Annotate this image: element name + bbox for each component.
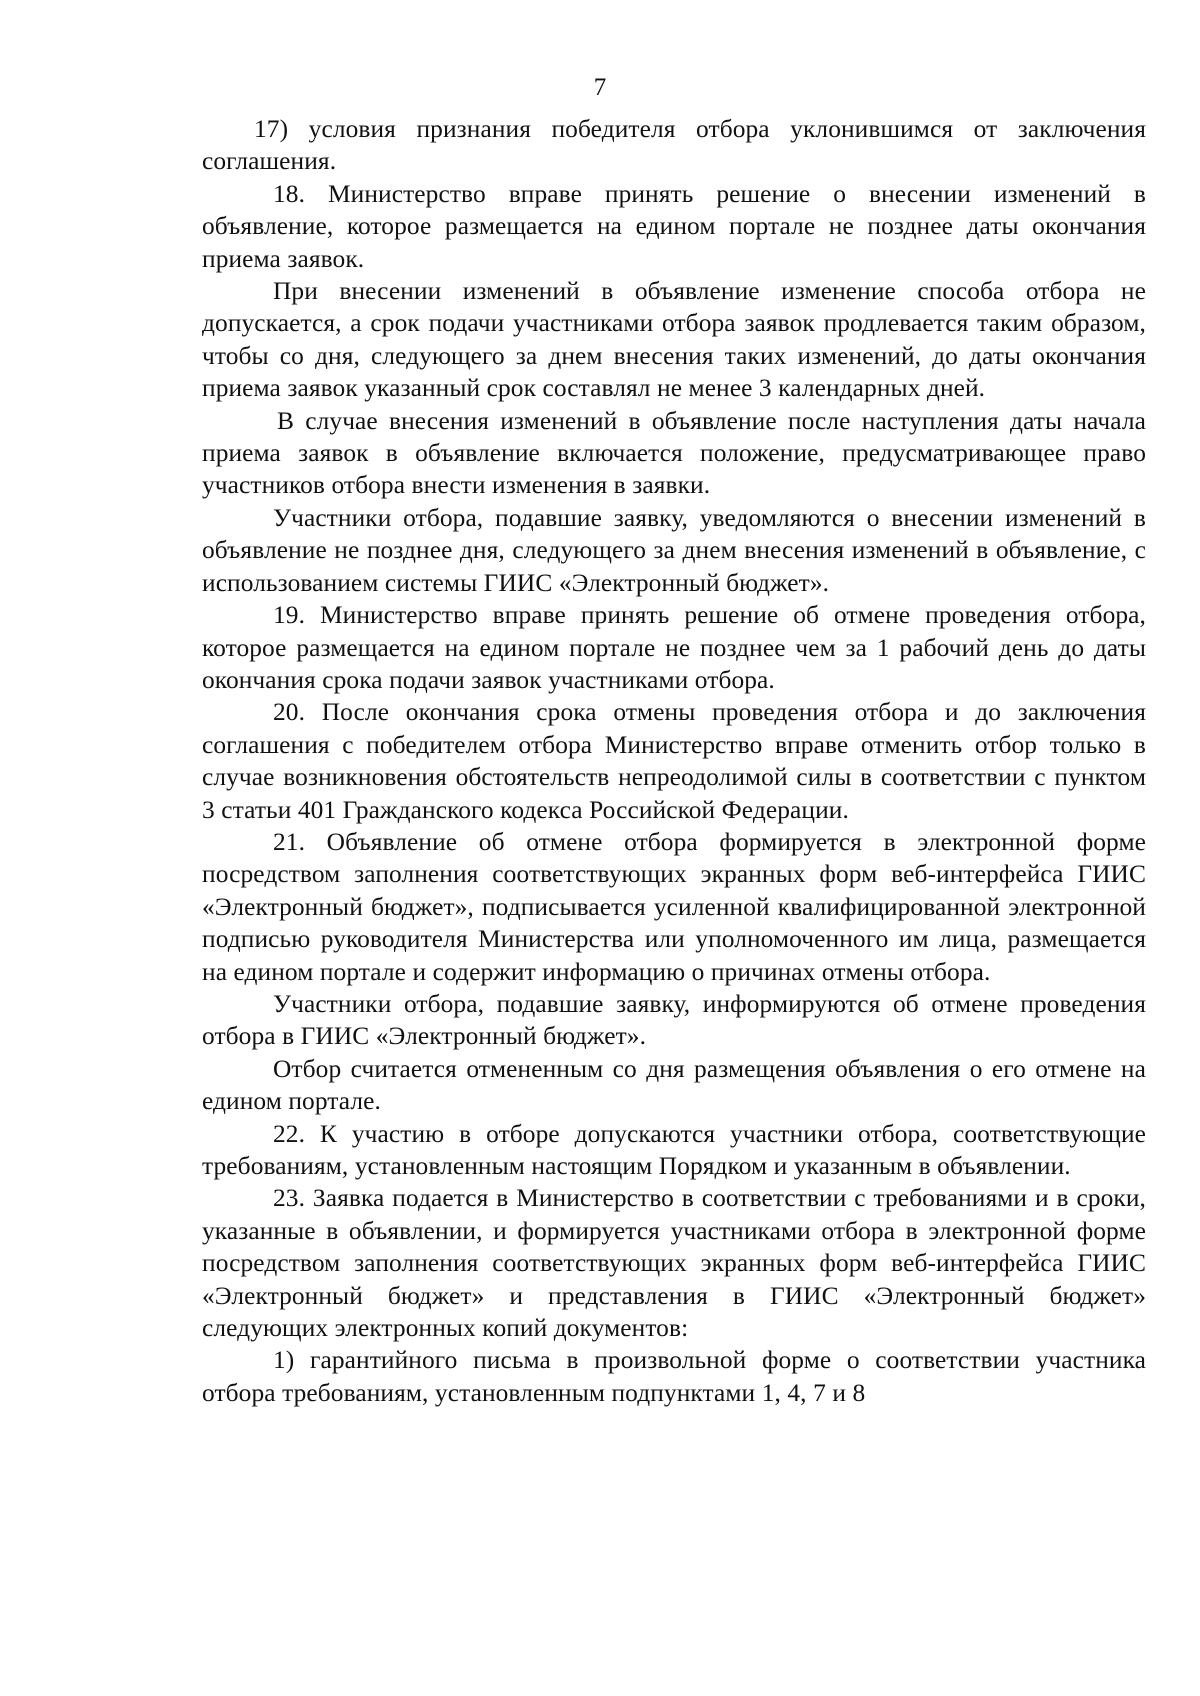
paragraph-23: 23. Заявка подается в Министерство в соответствии с требованиями и в сроки, указанные в объявлении, и формируется участниками отбора в электронной форме посредством заполнения соответствующих экранных форм веб-интерфейса ГИИС «Электронный бюджет» и представления в ГИИС «Электронный бюджет» следующих электронных копий документов:	[202, 1184, 1146, 1343]
paragraph-18-notification: Участники отбора, подавшие заявку, уведомляются о внесении изменений в объявление не позднее дня, следующего за днем внесения изменений в объявление, с использованием системы ГИИС «Электронный бюджет».	[202, 503, 1146, 597]
paragraph-18: 18. Министерство вправе принять решение о внесении изменений в объявление, которое размещается на едином портале не позднее даты окончания приема заявок.	[202, 179, 1146, 273]
paragraph-18-changes: При внесении изменений в объявление изменение способа отбора не допускается, а срок подачи участниками отбора заявок продлевается таким образом, чтобы со дня, следующего за днем внесения таких изменений, до даты окончания приема заявок указанный срок составлял не менее 3 календарных дней.	[202, 277, 1146, 403]
paragraph-21-cancelled: Отбор считается отмененным со дня размещения объявления о его отмене на едином портале.	[202, 1054, 1146, 1116]
paragraph-20: 20. После окончания срока отмены проведения отбора и до заключения соглашения с победителем отбора Министерство вправе отменить отбор только в случае возникновения обстоятельств непреодолимой силы в соответствии с пунктом 3 статьи 401 Гражданского кодекса Российской Федерации.	[202, 698, 1146, 824]
page-number: 7	[593, 74, 607, 101]
paragraph-19: 19. Министерство вправе принять решение об отмене проведения отбора, которое размещается на едином портале не позднее чем за 1 рабочий день до даты окончания срока подачи заявок участниками отбора.	[202, 601, 1146, 694]
paragraph-21: 21. Объявление об отмене отбора формируется в электронной форме посредством заполнения соответствующих экранных форм веб-интерфейса ГИИС «Электронный бюджет», подписывается усиленной квалифицированной электронной подписью руководителя Министерства или уполномоченного им лица, размещается на едином портале и содержит информацию о причинах отмены отбора.	[202, 827, 1146, 986]
document-body	[202, 113, 1146, 1409]
paragraph-23-item-1: 1) гарантийного письма в произвольной форме о соответствии участника отбора требованиям, установленным подпунктами 1, 4, 7 и 8	[202, 1346, 1146, 1407]
paragraph-22: 22. К участию в отборе допускаются участники отбора, соответствующие требованиям, установленным настоящим Порядком и указанным в объявлении.	[202, 1119, 1146, 1180]
paragraph-17-item: 17) условия признания победителя отбора уклонившимся от заключения соглашения.	[202, 115, 1146, 176]
paragraph-18-after-start: В случае внесения изменений в объявление после наступления даты начала приема заявок в объявление включается положение, предусматривающее право участников отбора внести изменения в заявки.	[202, 406, 1146, 500]
paragraph-21-participants: Участники отбора, подавшие заявку, информируются об отмене проведения отбора в ГИИС «Электронный бюджет».	[202, 989, 1146, 1051]
